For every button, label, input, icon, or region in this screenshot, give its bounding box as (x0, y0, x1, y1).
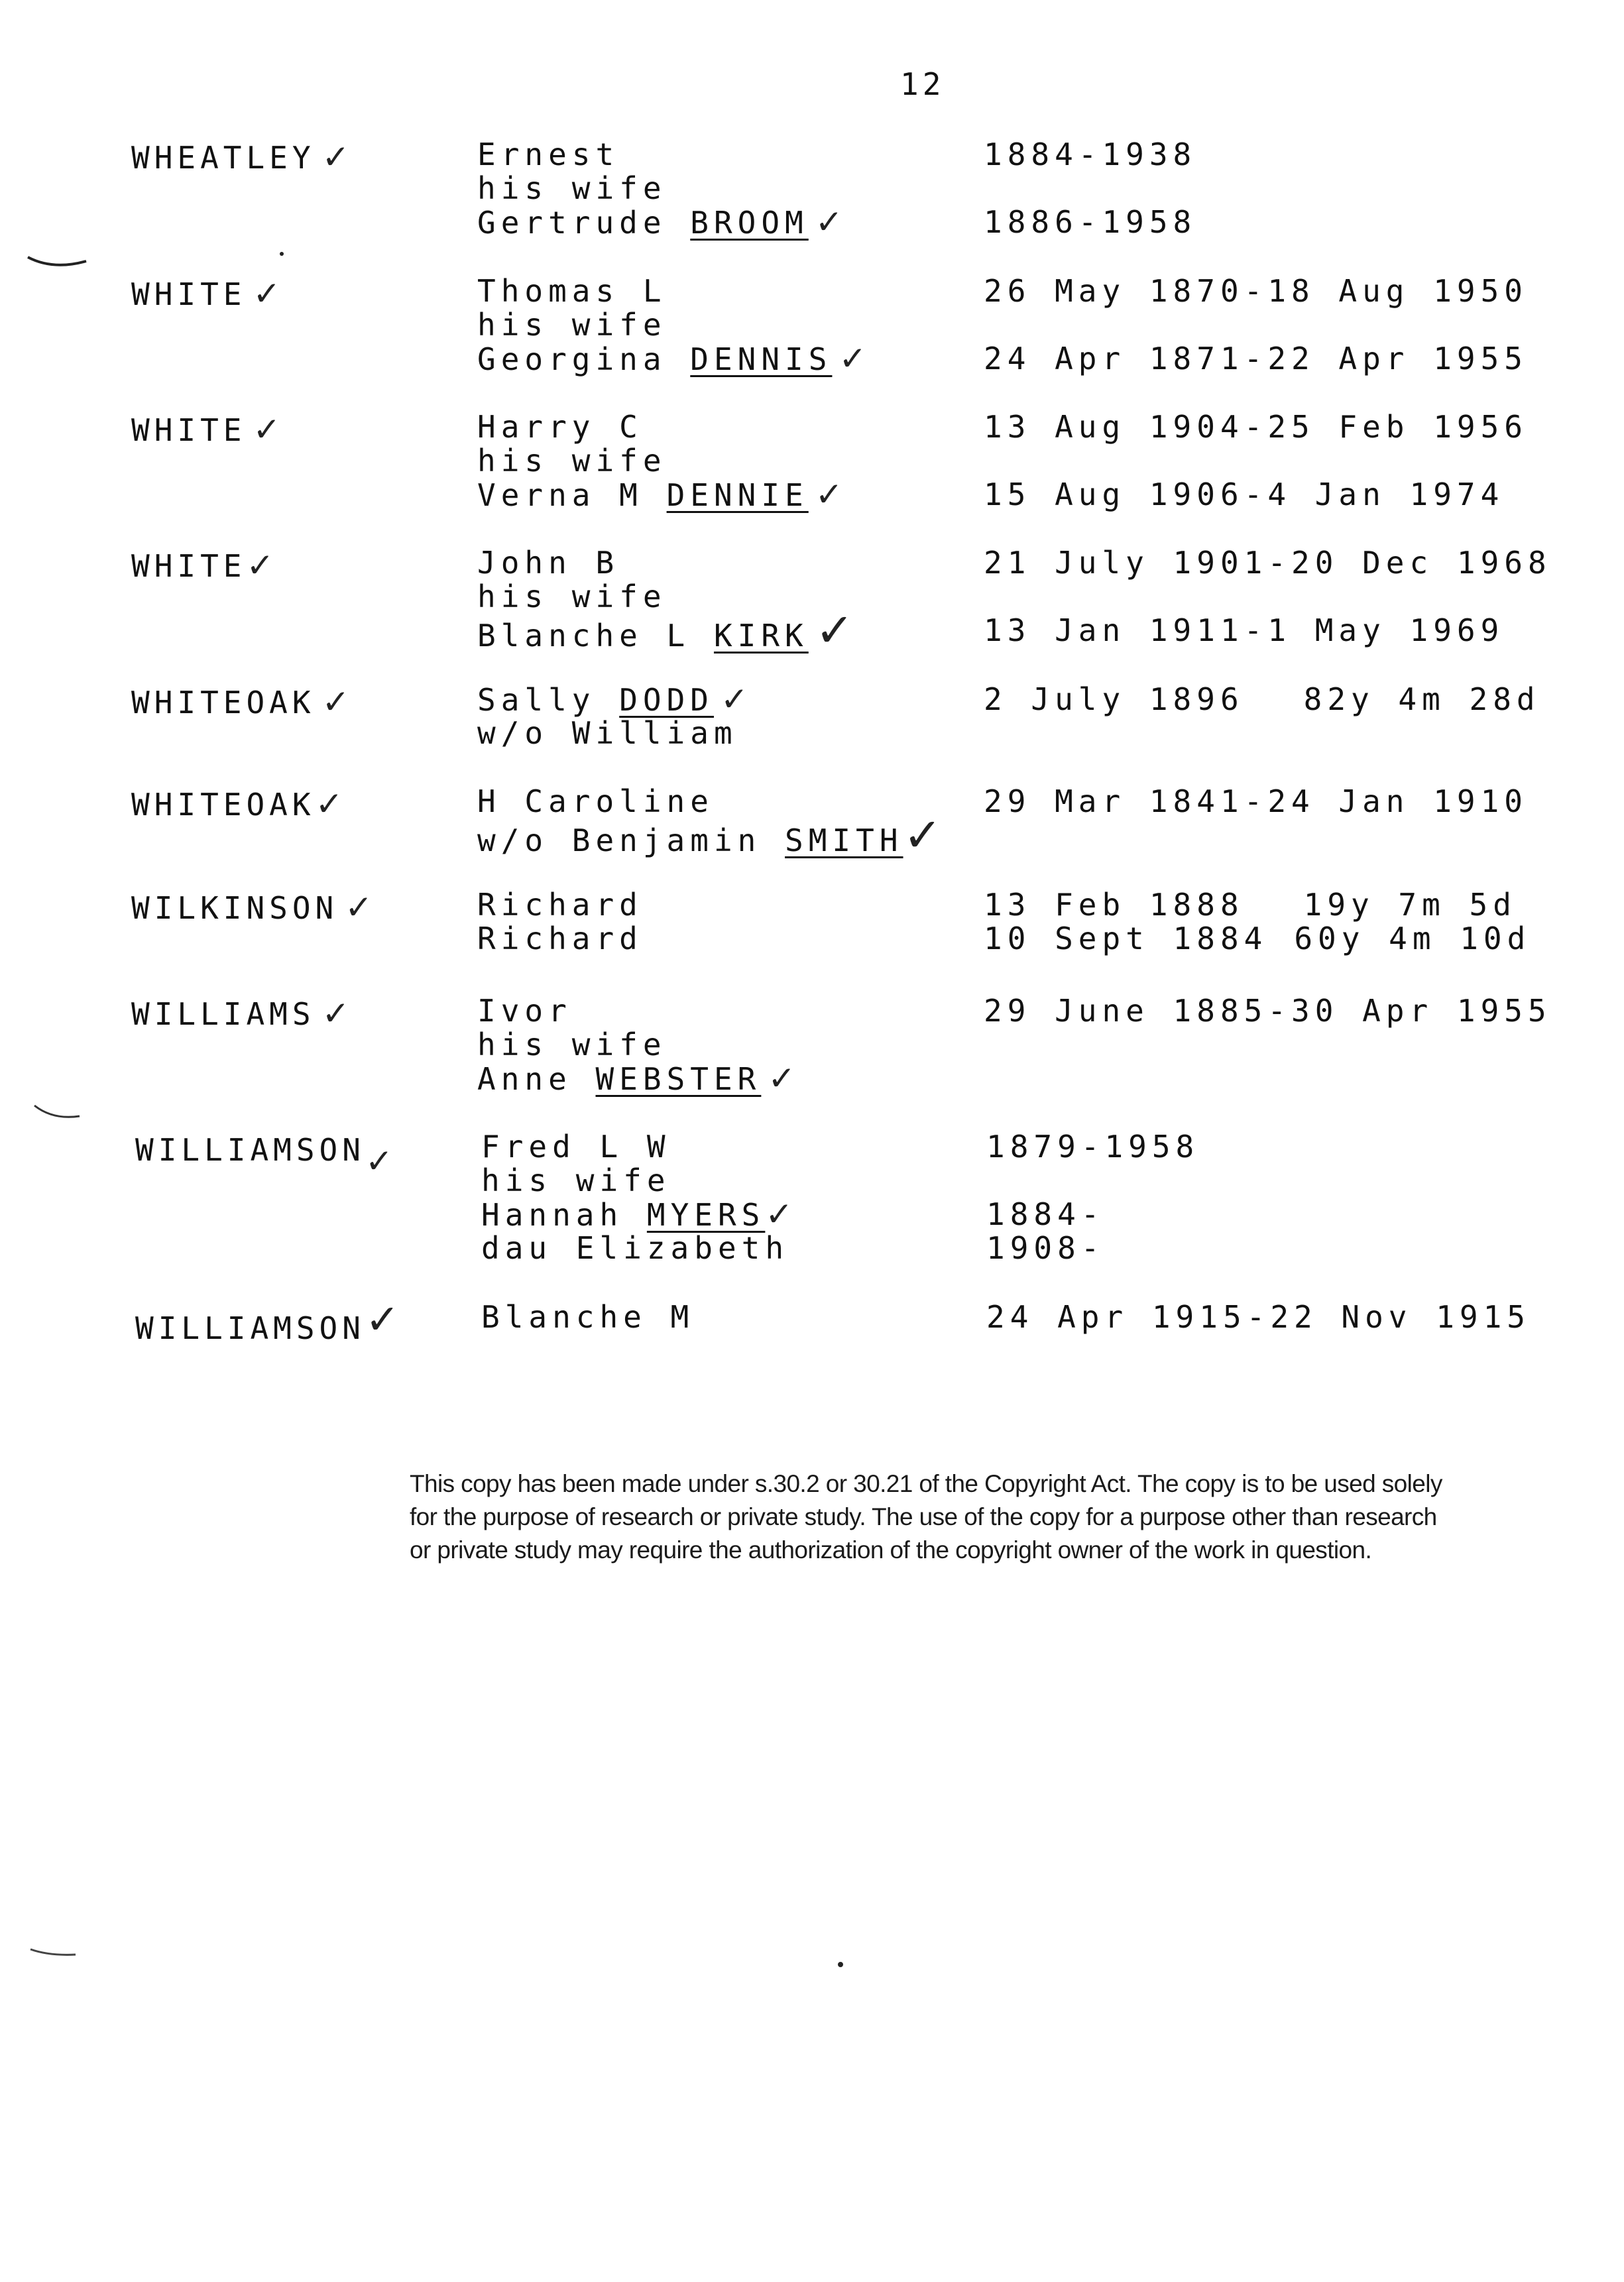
dates-column (984, 410, 1528, 512)
person-name: Sally (477, 682, 596, 718)
date-range: 2 July 1896 (984, 681, 1244, 717)
person-name: Harry C (477, 409, 643, 445)
age-at-death: 82y 4m 28d (1303, 681, 1540, 717)
date-range: 10 Sept 1884 (984, 921, 1268, 956)
maiden-name: DENNIE (666, 477, 809, 513)
date-range: 29 June 1885-30 Apr 1955 (984, 993, 1552, 1029)
check-mark-icon: ✓ (246, 546, 274, 585)
person-name: H Caroline (477, 783, 714, 819)
names-column (477, 888, 643, 956)
dates-column (986, 1300, 1531, 1334)
surname: WILLIAMSON (135, 1132, 365, 1168)
names-column (477, 138, 843, 239)
binder-hole-mark (33, 1100, 86, 1127)
person-name: dau Elizabeth (481, 1230, 789, 1266)
date-range (984, 172, 1196, 205)
check-mark-icon: ✓ (321, 683, 350, 721)
surname: WHEATLEY (131, 140, 316, 176)
dates-column (984, 138, 1196, 239)
person-name: John B (477, 545, 620, 581)
names-column (481, 1300, 694, 1334)
relation-label: his wife (477, 579, 667, 614)
check-mark-icon: ✓ (365, 1142, 393, 1180)
copyright-notice-line: This copy has been made under s.30.2 or 30.21 of the Copyright Act. The copy is to be used solely (410, 1470, 1442, 1497)
surname: WILLIAMS (131, 996, 316, 1032)
names-column (477, 274, 866, 376)
relation-label: his wife (477, 443, 667, 479)
date-range: 26 May 1870-18 Aug 1950 (984, 273, 1528, 309)
date-range (986, 1164, 1199, 1198)
relation-label: w/o William (477, 715, 738, 751)
copyright-notice (410, 1467, 1609, 1567)
date-range: 15 Aug 1906-4 Jan 1974 (984, 477, 1505, 512)
check-mark-icon: ✓ (815, 603, 854, 657)
person-name: Verna M (477, 477, 643, 513)
surname: WILLIAMSON (135, 1310, 365, 1346)
check-mark-icon: ✓ (253, 274, 281, 313)
names-column (477, 410, 843, 512)
date-range (984, 444, 1528, 478)
surname: WHITE (131, 412, 247, 448)
dates-column (984, 274, 1528, 376)
date-range (984, 308, 1528, 342)
relation-label: w/o Benjamin (477, 823, 762, 858)
date-range: 13 Jan 1911-1 May 1969 (984, 612, 1505, 648)
date-range: 21 July 1901-20 Dec 1968 (984, 545, 1552, 581)
age-at-death: 19y 7m 5d (1303, 887, 1517, 923)
maiden-name: SMITH (785, 823, 903, 858)
copyright-notice-line: or private study may require the authorization of the copyright owner of the work in question. (410, 1536, 1372, 1564)
person-name: Fred L W (481, 1129, 671, 1165)
date-range: 1884-1938 (984, 137, 1197, 172)
surname: WHITE (131, 548, 247, 584)
check-mark-icon: ✓ (765, 1195, 793, 1233)
surname: WILKINSON (131, 890, 339, 926)
check-mark-icon: ✓ (839, 339, 867, 378)
maiden-name: MYERS (646, 1197, 766, 1233)
date-range: 1879-1958 (986, 1129, 1200, 1165)
person-name: Blanche L (477, 618, 691, 654)
dates-column (984, 785, 1528, 819)
person-name: Georgina (477, 341, 667, 377)
check-mark-icon: ✓ (903, 808, 943, 862)
check-mark-icon: ✓ (815, 203, 843, 241)
person-name: Hannah (481, 1197, 624, 1233)
maiden-name: WEBSTER (595, 1061, 762, 1097)
person-name: Gertrude (477, 205, 667, 241)
names-column (477, 783, 943, 862)
maiden-name: DODD (619, 682, 714, 718)
person-name: Richard (477, 887, 643, 923)
date-range: 13 Aug 1904-25 Feb 1956 (984, 409, 1528, 445)
relation-label: his wife (477, 1027, 667, 1062)
check-mark-icon: ✓ (321, 138, 350, 176)
date-range: 29 Mar 1841-24 Jan 1910 (984, 783, 1528, 819)
date-range: 1886-1958 (984, 204, 1197, 240)
check-mark-icon: ✓ (815, 475, 843, 514)
relation-label: his wife (477, 170, 667, 206)
check-mark-icon: ✓ (321, 994, 350, 1033)
person-name: Anne (477, 1061, 572, 1097)
relation-label: his wife (481, 1163, 671, 1198)
surname: WHITEOAK (131, 685, 316, 720)
page-number: 12 (900, 66, 945, 102)
binder-hole-mark (27, 252, 93, 278)
person-name: Blanche M (481, 1299, 695, 1335)
date-range: 1884- (986, 1196, 1105, 1232)
relation-label: his wife (477, 307, 667, 343)
maiden-name: KIRK (713, 618, 809, 654)
speck-mark (837, 1961, 844, 1968)
dates-column (986, 1130, 1199, 1265)
surname: WHITEOAK (131, 787, 316, 823)
speck-mark (278, 251, 285, 257)
maiden-name: DENNIS (690, 341, 833, 377)
date-range: 1908- (986, 1230, 1105, 1266)
person-name: Ernest (477, 137, 620, 172)
date-range: 24 Apr 1915-22 Nov 1915 (986, 1299, 1531, 1335)
date-range: 24 Apr 1871-22 Apr 1955 (984, 341, 1528, 376)
check-mark-icon: ✓ (345, 888, 373, 927)
binder-hole-mark (29, 1945, 82, 1965)
names-column (477, 545, 854, 657)
maiden-name: BROOM (690, 205, 809, 241)
date-range: 13 Feb 1888 (984, 887, 1244, 923)
date-range (984, 580, 1552, 614)
dates-column (984, 683, 1540, 716)
age-at-death: 60y 4m 10d (1294, 921, 1531, 956)
names-column (477, 680, 748, 751)
check-mark-icon: ✓ (253, 410, 281, 449)
check-mark-icon: ✓ (720, 680, 748, 718)
dates-column (984, 994, 1552, 1028)
copyright-notice-line: for the purpose of research or private study. The use of the copy for a purpose other than research (410, 1503, 1437, 1530)
check-mark-icon: ✓ (768, 1059, 796, 1098)
names-column (477, 994, 795, 1096)
person-name: Ivor (477, 993, 572, 1029)
names-column (481, 1130, 793, 1265)
check-mark-icon: ✓ (365, 1295, 400, 1343)
surname: WHITE (131, 276, 247, 312)
check-mark-icon: ✓ (315, 785, 343, 823)
dates-column (984, 546, 1552, 648)
dates-column (984, 888, 1531, 956)
person-name: Richard (477, 921, 643, 956)
person-name: Thomas L (477, 273, 667, 309)
